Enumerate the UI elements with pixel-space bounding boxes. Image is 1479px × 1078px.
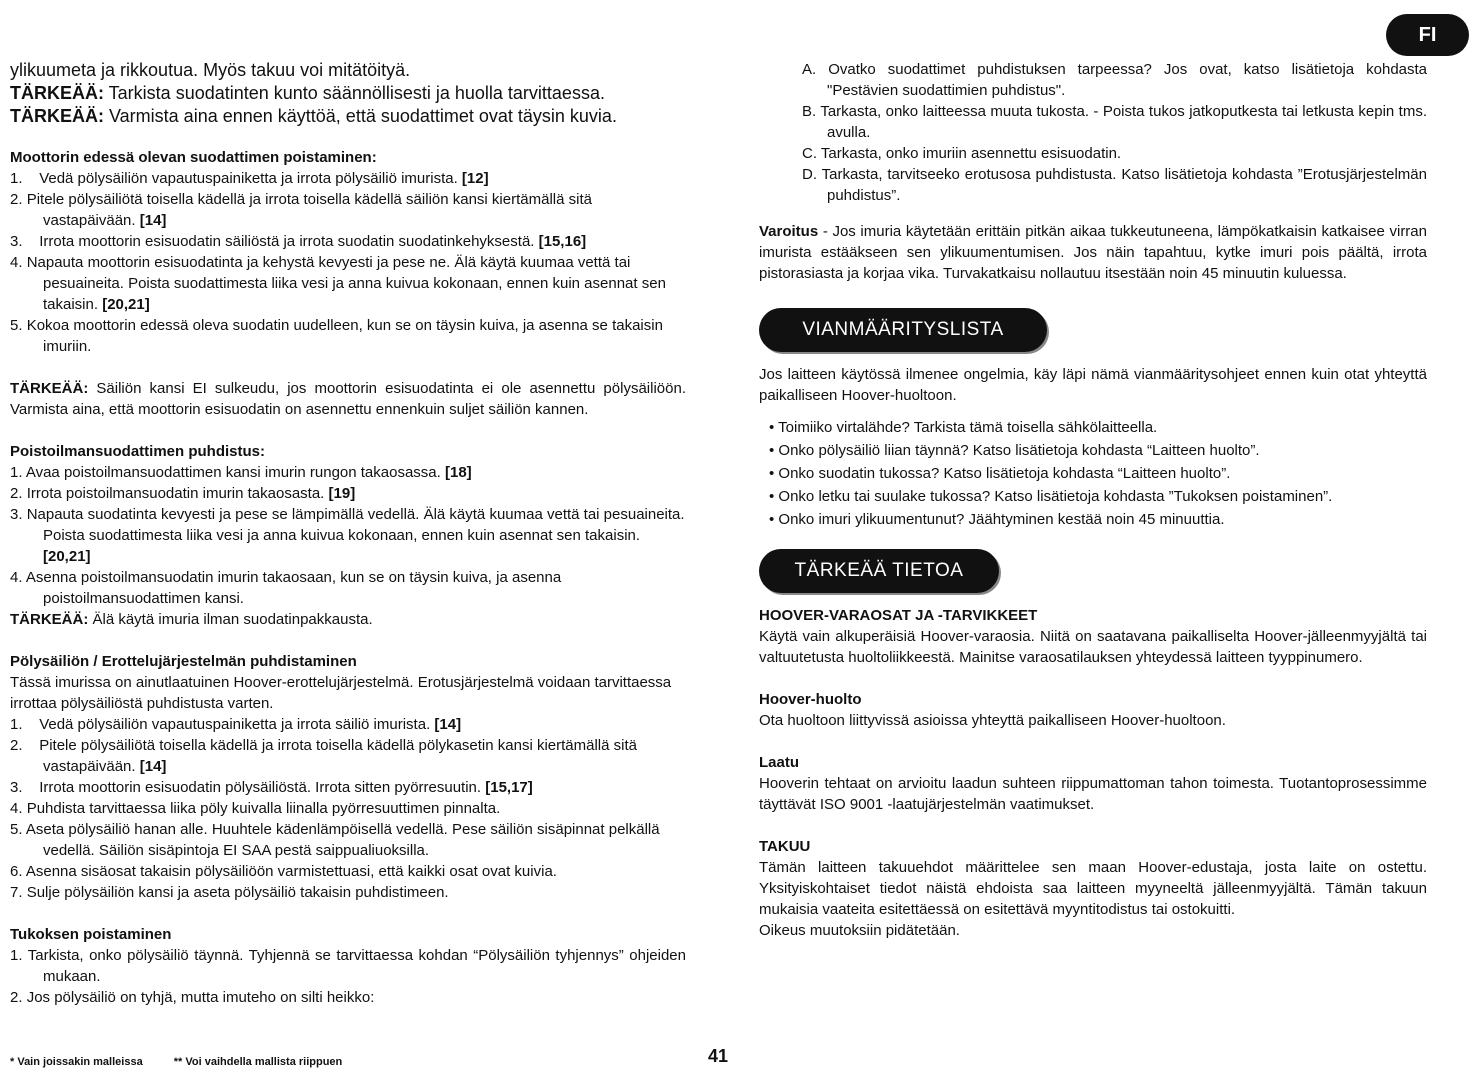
exhaust-filter-heading: Poistoilmansuodattimen puhdistus:: [10, 443, 266, 460]
important-note-4: TÄRKEÄÄ: Älä käytä imuria ilman suodatinpakkausta.: [10, 611, 373, 628]
suction-checks-list: [759, 59, 1427, 206]
list-item: 4. Napauta moottorin esisuodatinta ja kehystä kevyesti ja pese ne. Älä käytä kuumaa vettä tai pesuaineita. Poista suodattimesta liika vesi ja anna kuivua kokonaan, ennen kuin asennat sen takaisin. [20,21]: [10, 254, 666, 313]
list-item: 4. Puhdista tarvittaessa liika pöly kuivalla liinalla pyörresuuttimen pinnalta.: [10, 800, 501, 817]
list-item: 7. Sulje pölysäiliön kansi ja aseta pölysäiliö takaisin puhdistimeen.: [10, 884, 449, 901]
important-info-banner: TÄRKEÄÄ TIETOA: [759, 549, 999, 593]
warranty-heading: TAKUU: [759, 838, 811, 855]
list-item: 4. Asenna poistoilmansuodatin imurin takaosaan, kun se on täysin kuiva, ja asenna poistoilmansuodattimen kansi.: [10, 569, 562, 607]
quality-text: Hooverin tehtaat on arvioitu laadun suhteen riippumattoman tahon toimesta. Tuotantoprosessimme täyttävät ISO 9001 -laatujärjestelmän vaatimukset.: [759, 775, 1427, 813]
right-column: [759, 0, 1427, 941]
troubleshooting-list: [759, 416, 1427, 531]
motor-filter-heading: Moottorin edessä olevan suodattimen poistaminen:: [10, 149, 377, 166]
important-note-2: TÄRKEÄÄ: Varmista aina ennen käyttöä, että suodattimet ovat täysin kuvia.: [10, 106, 617, 126]
bin-cleaning-steps: [10, 714, 686, 903]
list-item: 2. Pitele pölysäiliötä toisella kädellä ja irrota toisella kädellä säiliön kansi kiertämällä sitä vastapäivään. [14]: [10, 191, 592, 229]
footnotes: [10, 1056, 370, 1068]
warning-text: Varoitus - Jos imuria käytetään erittäin pitkän aikaa tukkeutuneena, lämpökatkaisin katkaisee virran imurista estääkseen sen ylikuumentumisen. Jos näin tapahtuu, kytke imuri pois päältä, irrota pistorasiasta ja korjaa vika. Turvakatkaisu nollautuu itsestään noin 45 minuutin kuluessa.: [759, 223, 1427, 282]
list-item: 1. Vedä pölysäiliön vapautuspainiketta ja irrota pölysäiliö imurista. [12]: [10, 170, 489, 187]
bin-cleaning-heading: Pölysäiliön / Erottelujärjestelmän puhdistaminen: [10, 653, 357, 670]
list-item: 2. Jos pölysäiliö on tyhjä, mutta imuteho on silti heikko:: [10, 989, 375, 1006]
list-item: 2. Irrota poistoilmansuodatin imurin takaosasta. [19]: [10, 485, 356, 502]
list-item: • Toimiiko virtalähde? Tarkista tämä toisella sähkölaitteella.: [769, 419, 1158, 436]
troubleshooting-banner: VIANMÄÄRITYSLISTA: [759, 308, 1047, 352]
list-item: • Onko suodatin tukossa? Katso lisätietoja kohdasta “Laitteen huolto”.: [769, 465, 1231, 482]
list-item: 1. Vedä pölysäiliön vapautuspainiketta ja irrota säiliö imurista. [14]: [10, 716, 462, 733]
important-note-1: TÄRKEÄÄ: Tarkista suodatinten kunto säännöllisesti ja huolla tarvittaessa.: [10, 83, 605, 103]
footnote-1: * Vain joissakin malleissa: [10, 1056, 143, 1068]
service-text: Ota huoltoon liittyvissä asioissa yhteyttä paikalliseen Hoover-huoltoon.: [759, 712, 1226, 729]
list-item: 1. Tarkista, onko pölysäiliö täynnä. Tyhjennä se tarvittaessa kohdan “Pölysäiliön tyhjennys” ohjeiden mukaan.: [10, 947, 686, 985]
list-item: D. Tarkasta, tarvitseeko erotusosa puhdistusta. Katso lisätietoja kohdasta ”Erotusjärjestelmän puhdistus”.: [802, 166, 1427, 204]
language-tab: FI: [1386, 14, 1469, 56]
footnote-2: ** Voi vaihdella mallista riippuen: [173, 1056, 343, 1068]
list-item: 3. Irrota moottorin esisuodatin pölysäiliöstä. Irrota sitten pyörresuutin. [15,17]: [10, 779, 533, 796]
list-item: 3. Irrota moottorin esisuodatin säiliöstä ja irrota suodatin suodatinkehyksestä. [15,16]: [10, 233, 587, 250]
list-item: • Onko imuri ylikuumentunut? Jäähtyminen kestää noin 45 minuuttia.: [769, 511, 1225, 528]
left-column: [10, 0, 686, 1008]
troubleshooting-intro: Jos laitteen käytössä ilmenee ongelmia, käy läpi nämä vianmääritysohjeet ennen kuin otat yhteyttä paikalliseen Hoover-huoltoon.: [759, 366, 1427, 404]
blockage-steps: [10, 945, 686, 1008]
page-number: 41: [708, 1046, 729, 1066]
list-item: 5. Kokoa moottorin edessä oleva suodatin uudelleen, kun se on täysin kuiva, ja asenna se takaisin imuriin.: [10, 317, 663, 355]
spares-heading: HOOVER-VARAOSAT JA -TARVIKKEET: [759, 607, 1038, 624]
service-heading: Hoover-huolto: [759, 691, 862, 708]
list-item: A. Ovatko suodattimet puhdistuksen tarpeessa? Jos ovat, katso lisätietoja kohdasta "Pestävien suodattimien puhdistus".: [802, 61, 1428, 99]
list-item: B. Tarkasta, onko laitteessa muuta tukosta. - Poista tukos jatkoputkesta tai letkusta kepin tms. avulla.: [802, 103, 1427, 141]
exhaust-filter-steps: [10, 462, 686, 609]
intro-text: ylikuumeta ja rikkoutua. Myös takuu voi mitätöityä.: [10, 60, 411, 80]
spares-text: Käytä vain alkuperäisiä Hoover-varaosia. Niitä on saatavana paikalliselta Hoover-jälleenmyyjältä tai valtuutetusta huoltoliikkeestä. Mainitse varaosatilauksen yhteydessä laitteen tyyppinumero.: [759, 628, 1427, 666]
warranty-text: Tämän laitteen takuuehdot määrittelee sen maan Hoover-edustaja, josta laite on ostettu. Yksityiskohtaiset tiedot näistä ehdoista saa laitteen myyneeltä jälleenmyyjältä. Tämän takuun mukaisia vaateita esitettäessä on esitettävä myyntitodistus tai ostokuitti.: [759, 859, 1427, 918]
motor-filter-steps: [10, 168, 686, 357]
list-item: 3. Napauta suodatinta kevyesti ja pese se lämpimällä vedellä. Älä käytä kuumaa vettä tai pesuaineita. Poista suodattimesta liika vesi ja anna kuivua kokonaan, ennen kuin asennat sen takaisin. [20,21]: [10, 506, 685, 565]
bin-cleaning-intro: Tässä imurissa on ainutlaatuinen Hoover-erottelujärjestelmä. Erotusjärjestelmä voidaan tarvittaessa irrottaa pölysäiliöstä puhdistusta varten.: [10, 674, 672, 712]
important-note-3: TÄRKEÄÄ: Säiliön kansi EI sulkeudu, jos moottorin esisuodatinta ei ole asennettu pölysäiliöön. Varmista aina, että moottorin esisuodatin on asennettu ennenkuin suljet säiliön kannen.: [10, 380, 686, 418]
list-item: 6. Asenna sisäosat takaisin pölysäiliöön varmistettuasi, että kaikki osat ovat kuivia.: [10, 863, 557, 880]
list-item: 2. Pitele pölysäiliötä toisella kädellä ja irrota toisella kädellä pölykasetin kansi kiertämällä sitä vastapäivään. [14]: [10, 737, 637, 775]
blockage-heading: Tukoksen poistaminen: [10, 926, 172, 943]
rights-text: Oikeus muutoksiin pidätetään.: [759, 922, 960, 939]
list-item: 5. Aseta pölysäiliö hanan alle. Huuhtele kädenlämpöisellä vedellä. Pese säiliön sisäpinnat pelkällä vedellä. Säiliön sisäpintoja EI SAA pestä saippualiuoksilla.: [10, 821, 660, 859]
list-item: C. Tarkasta, onko imuriin asennettu esisuodatin.: [802, 145, 1122, 162]
list-item: • Onko pölysäiliö liian täynnä? Katso lisätietoja kohdasta “Laitteen huolto”.: [769, 442, 1260, 459]
list-item: • Onko letku tai suulake tukossa? Katso lisätietoja kohdasta ”Tukoksen poistaminen”.: [769, 488, 1333, 505]
list-item: 1. Avaa poistoilmansuodattimen kansi imurin rungon takaosassa. [18]: [10, 464, 472, 481]
quality-heading: Laatu: [759, 754, 800, 771]
